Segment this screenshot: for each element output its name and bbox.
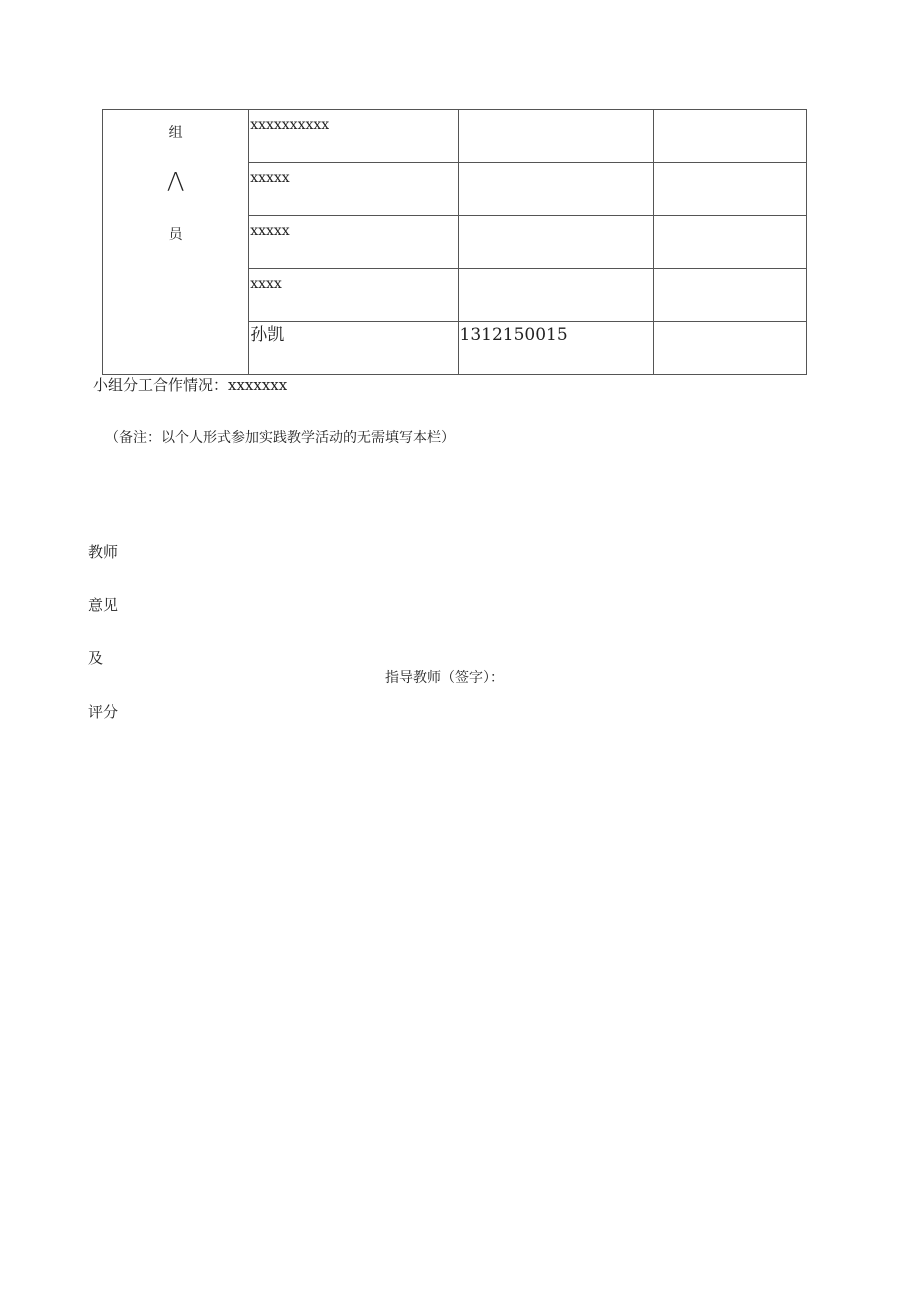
group-label-char: Λ bbox=[166, 168, 185, 198]
member-extra bbox=[654, 216, 806, 223]
division-of-work-text: 小组分工合作情况：xxxxxxx bbox=[93, 376, 288, 394]
member-id-cell bbox=[458, 163, 653, 216]
table-row bbox=[103, 110, 807, 163]
member-name-cell bbox=[249, 216, 458, 269]
teacher-section-label: 意见 bbox=[88, 596, 119, 614]
member-name: xxxxx bbox=[250, 170, 290, 186]
member-extra-cell bbox=[653, 269, 806, 322]
remark-text: （备注：以个人形式参加实践教学活动的无需填写本栏） bbox=[105, 430, 455, 446]
member-extra bbox=[654, 163, 806, 170]
teacher-section-label: 及 bbox=[88, 649, 104, 667]
member-id: 1312150015 bbox=[459, 325, 568, 345]
teacher-signature-label: 指导教师（签字）： bbox=[385, 670, 504, 686]
member-id bbox=[459, 216, 653, 223]
member-name-cell bbox=[249, 269, 458, 322]
member-id-cell bbox=[458, 216, 653, 269]
group-label-char: 组 bbox=[168, 125, 183, 141]
group-members-label-cell bbox=[103, 110, 249, 375]
member-name: 孙凯 bbox=[250, 325, 285, 345]
member-extra bbox=[654, 322, 806, 329]
member-extra-cell bbox=[653, 216, 806, 269]
group-label-char: 员 bbox=[168, 227, 183, 243]
member-id bbox=[459, 269, 653, 276]
member-id-cell bbox=[458, 322, 653, 375]
member-extra-cell bbox=[653, 322, 806, 375]
member-id bbox=[459, 163, 653, 170]
member-id-cell bbox=[458, 110, 653, 163]
member-id bbox=[459, 110, 653, 117]
teacher-section-label: 教师 bbox=[88, 543, 119, 561]
member-name: xxxxxxxxxx bbox=[250, 117, 330, 133]
member-name: xxxx bbox=[250, 276, 282, 292]
teacher-section-label: 评分 bbox=[88, 703, 119, 721]
member-name-cell bbox=[249, 163, 458, 216]
member-id-cell bbox=[458, 269, 653, 322]
group-members-table bbox=[102, 109, 807, 375]
member-extra-cell bbox=[653, 110, 806, 163]
member-name: xxxxx bbox=[250, 223, 290, 239]
member-name-cell bbox=[249, 110, 458, 163]
member-extra bbox=[654, 110, 806, 117]
member-extra-cell bbox=[653, 163, 806, 216]
member-extra bbox=[654, 269, 806, 276]
member-name-cell bbox=[249, 322, 458, 375]
